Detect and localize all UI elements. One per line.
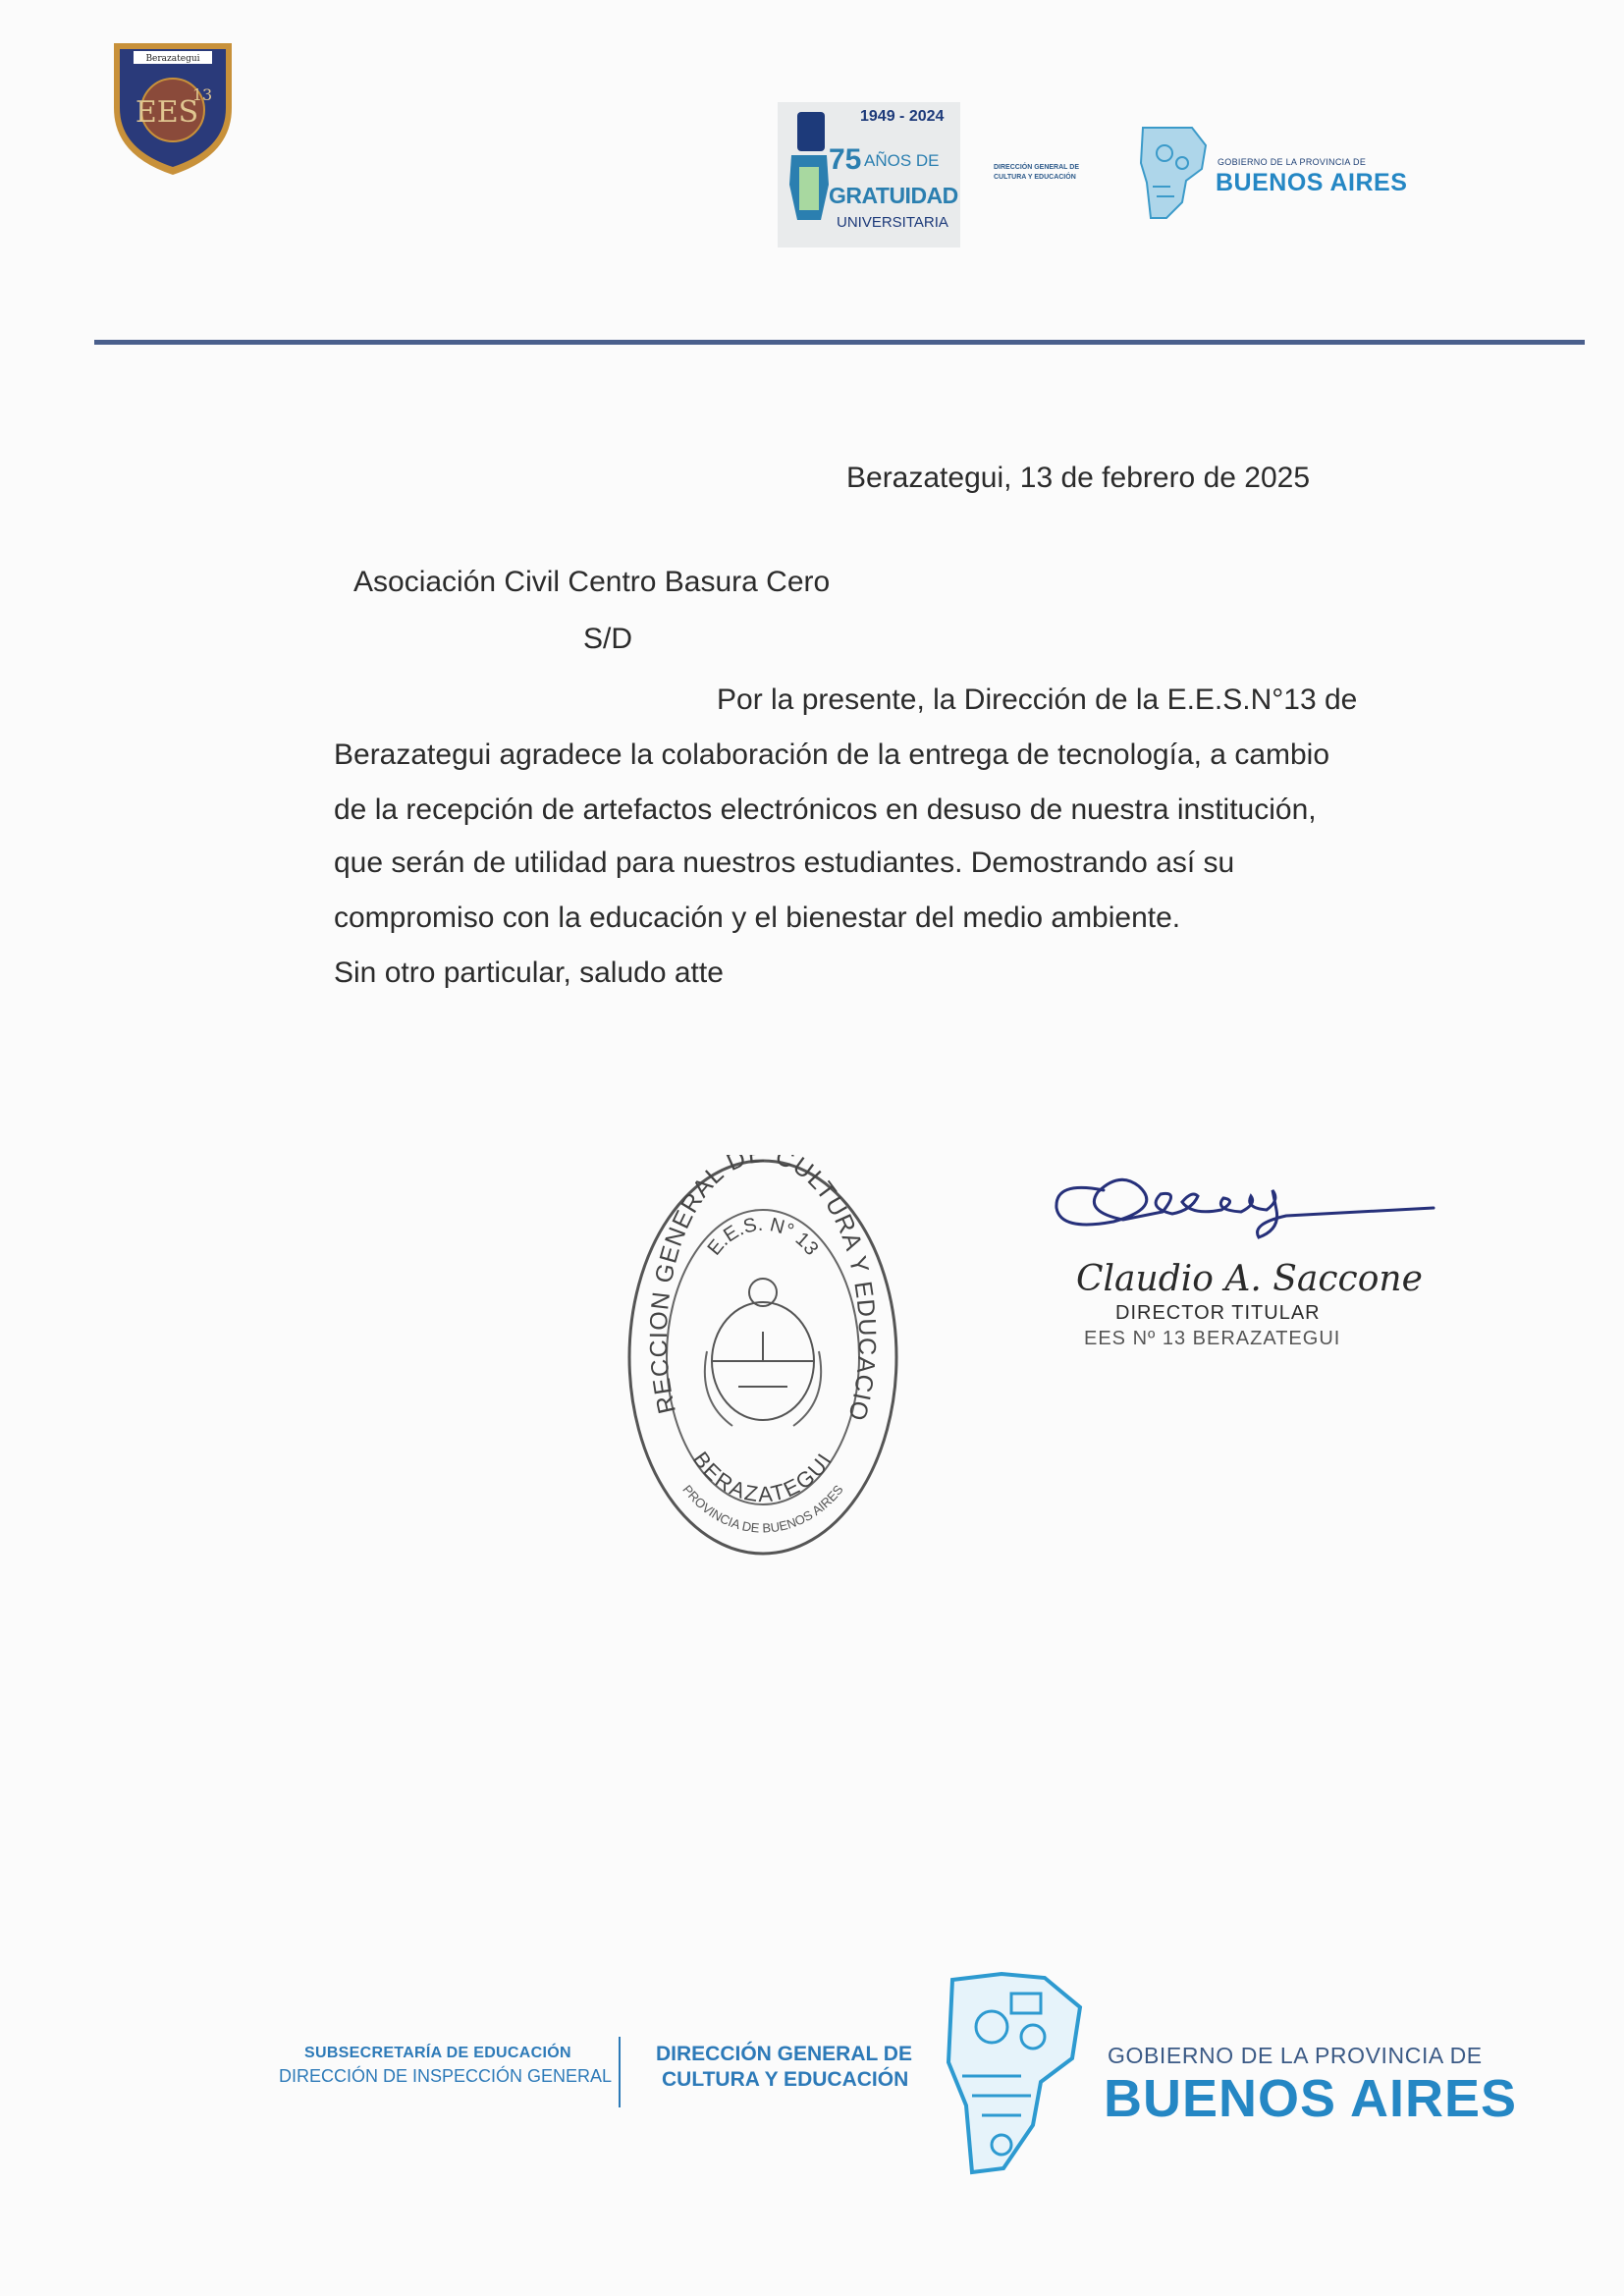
footer-divider bbox=[619, 2037, 621, 2107]
letter-body-line: Berazategui agradece la colaboración de la entrega de tecnología, a cambio bbox=[334, 738, 1330, 771]
seal-province-text: PROVINCIA DE BUENOS AIRES bbox=[679, 1482, 846, 1536]
footer-subsecretaria: SUBSECRETARÍA DE EDUCACIÓN bbox=[304, 2045, 571, 2061]
header-dgc-small bbox=[994, 163, 1079, 183]
svg-text:E.E.S. N° 13 bbox=[704, 1214, 823, 1260]
footer-dgc-line1: DIRECCIÓN GENERAL DE bbox=[656, 2043, 912, 2065]
letter-body-line: que serán de utilidad para nuestros estudiantes. Demostrando así su bbox=[334, 847, 1235, 879]
shield-monogram: EES bbox=[135, 95, 199, 130]
header-dgc-line2: CULTURA Y EDUCACIÓN bbox=[994, 174, 1076, 181]
signature-title: DIRECTOR TITULAR bbox=[1115, 1302, 1321, 1324]
letter-closing: Sin otro particular, saludo atte bbox=[334, 957, 724, 989]
school-shield-logo bbox=[110, 39, 236, 179]
anniversary-gratuidad: GRATUIDAD bbox=[829, 183, 958, 208]
shield-number: 13 bbox=[191, 85, 213, 104]
seal-city-text: BERAZATEGUI bbox=[687, 1447, 839, 1507]
svg-text:DIRECCION GENERAL DE CULTURA Y bbox=[624, 1155, 881, 1424]
letter-body-line: Por la presente, la Dirección de la E.E.S.N°13 de bbox=[717, 683, 1358, 716]
handwritten-signature bbox=[1045, 1151, 1437, 1259]
header-divider bbox=[94, 340, 1585, 345]
shield-town-text: Berazategui bbox=[145, 54, 200, 64]
header-dgc-line1: DIRECCIÓN GENERAL DE bbox=[994, 164, 1079, 171]
footer-dgc-line2: CULTURA Y EDUCACIÓN bbox=[662, 2068, 909, 2091]
seal-outer-text: RECCION GENERAL D CULTURA Y EDUCACIO bbox=[644, 1155, 882, 1425]
header-gob-small-line1: GOBIERNO DE LA PROVINCIA DE bbox=[1218, 157, 1367, 167]
seal-school-text: E.E.S. N° 13 bbox=[703, 1213, 823, 1260]
svg-text:BERAZATEGUI bbox=[688, 1448, 838, 1507]
anniversary-anos: AÑOS DE bbox=[864, 151, 940, 170]
official-seal bbox=[624, 1155, 901, 1559]
anniversary-number: 75 bbox=[829, 143, 862, 176]
signature-name: Claudio A. Saccone bbox=[1076, 1259, 1423, 1299]
letter-sd: S/D bbox=[583, 623, 633, 655]
anniversary-logo bbox=[778, 102, 960, 247]
anniversary-years: 1949 - 2024 bbox=[860, 108, 945, 125]
province-map-icon-small bbox=[1137, 124, 1210, 222]
letter-body-line: compromiso con la educación y el bienestar del medio ambiente. bbox=[334, 902, 1181, 934]
footer-buenos-aires: BUENOS AIRES bbox=[1104, 2069, 1518, 2128]
footer-inspeccion: DIRECCIÓN DE INSPECCIÓN GENERAL bbox=[279, 2066, 613, 2086]
anniversary-universitaria: UNIVERSITARIA bbox=[837, 214, 948, 231]
header-ba-small: BUENOS AIRES bbox=[1216, 169, 1408, 196]
letter-body-line: de la recepción de artefactos electrónicos en desuso de nuestra institución, bbox=[334, 793, 1317, 826]
coat-of-arms-icon bbox=[705, 1279, 821, 1426]
signature-school: EES Nº 13 BERAZATEGUI bbox=[1084, 1328, 1341, 1349]
footer-gobierno: GOBIERNO DE LA PROVINCIA DE bbox=[1108, 2043, 1483, 2068]
province-map-icon bbox=[943, 1968, 1090, 2180]
letter-date: Berazategui, 13 de febrero de 2025 bbox=[846, 462, 1311, 494]
graduate-icon bbox=[785, 112, 833, 228]
letter-recipient: Asociación Civil Centro Basura Cero bbox=[353, 566, 831, 598]
